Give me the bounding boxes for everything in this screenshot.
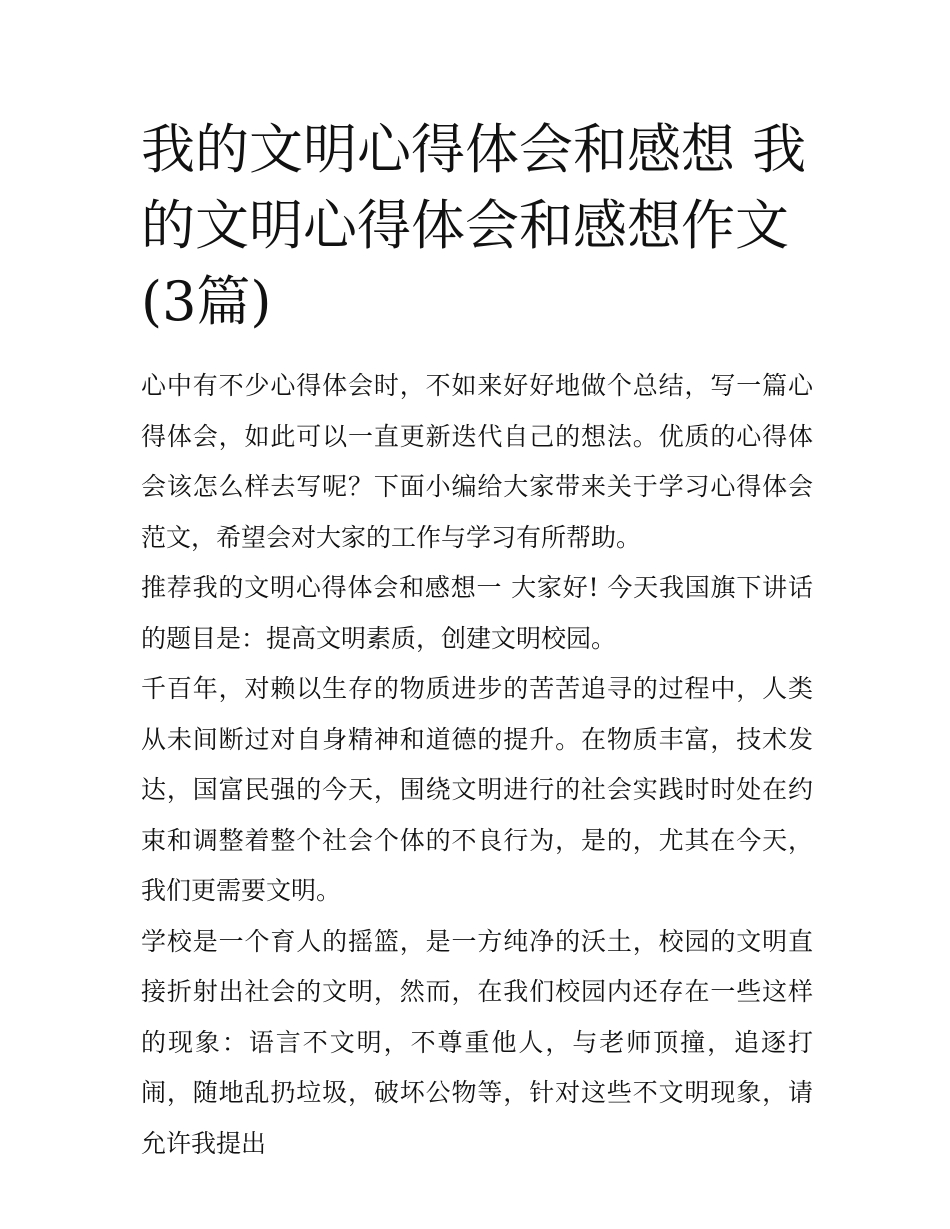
- paragraph-speech-opening: 推荐我的文明心得体会和感想一 大家好! 今天我国旗下讲话的题目是：提高文明素质，创建文明校园。: [141, 573, 813, 653]
- document-body: [141, 361, 813, 1169]
- document-title: 我的文明心得体会和感想 我的文明心得体会和感想作文(3篇): [141, 118, 807, 333]
- paragraph-intro: 心中有不少心得体会时，不如来好好地做个总结，写一篇心得体会，如此可以一直更新迭代自己的想法。优质的心得体会该怎么样去写呢？下面小编给大家带来关于学习心得体会范文，希望会对大家的工作与学习有所帮助。: [141, 371, 813, 552]
- paragraph-school-phenomena: 学校是一个育人的摇篮，是一方纯净的沃土，校园的文明直接折射出社会的文明，然而，在我们校园内还存在一些这样的现象：语言不文明，不尊重他人，与老师顶撞，追逐打闹，随地乱扔垃圾，破坏公物等，针对这些不文明现象，请允许我提出: [141, 926, 813, 1158]
- document-content: [141, 112, 813, 1169]
- paragraph-civilization-history: 千百年，对赖以生存的物质进步的苦苦追寻的过程中，人类从未间断过对自身精神和道德的提升。在物质丰富，技术发达，国富民强的今天，围绕文明进行的社会实践时时处在约束和调整着整个社会个体的不良行为，是的，尤其在今天，我们更需要文明。: [141, 674, 813, 905]
